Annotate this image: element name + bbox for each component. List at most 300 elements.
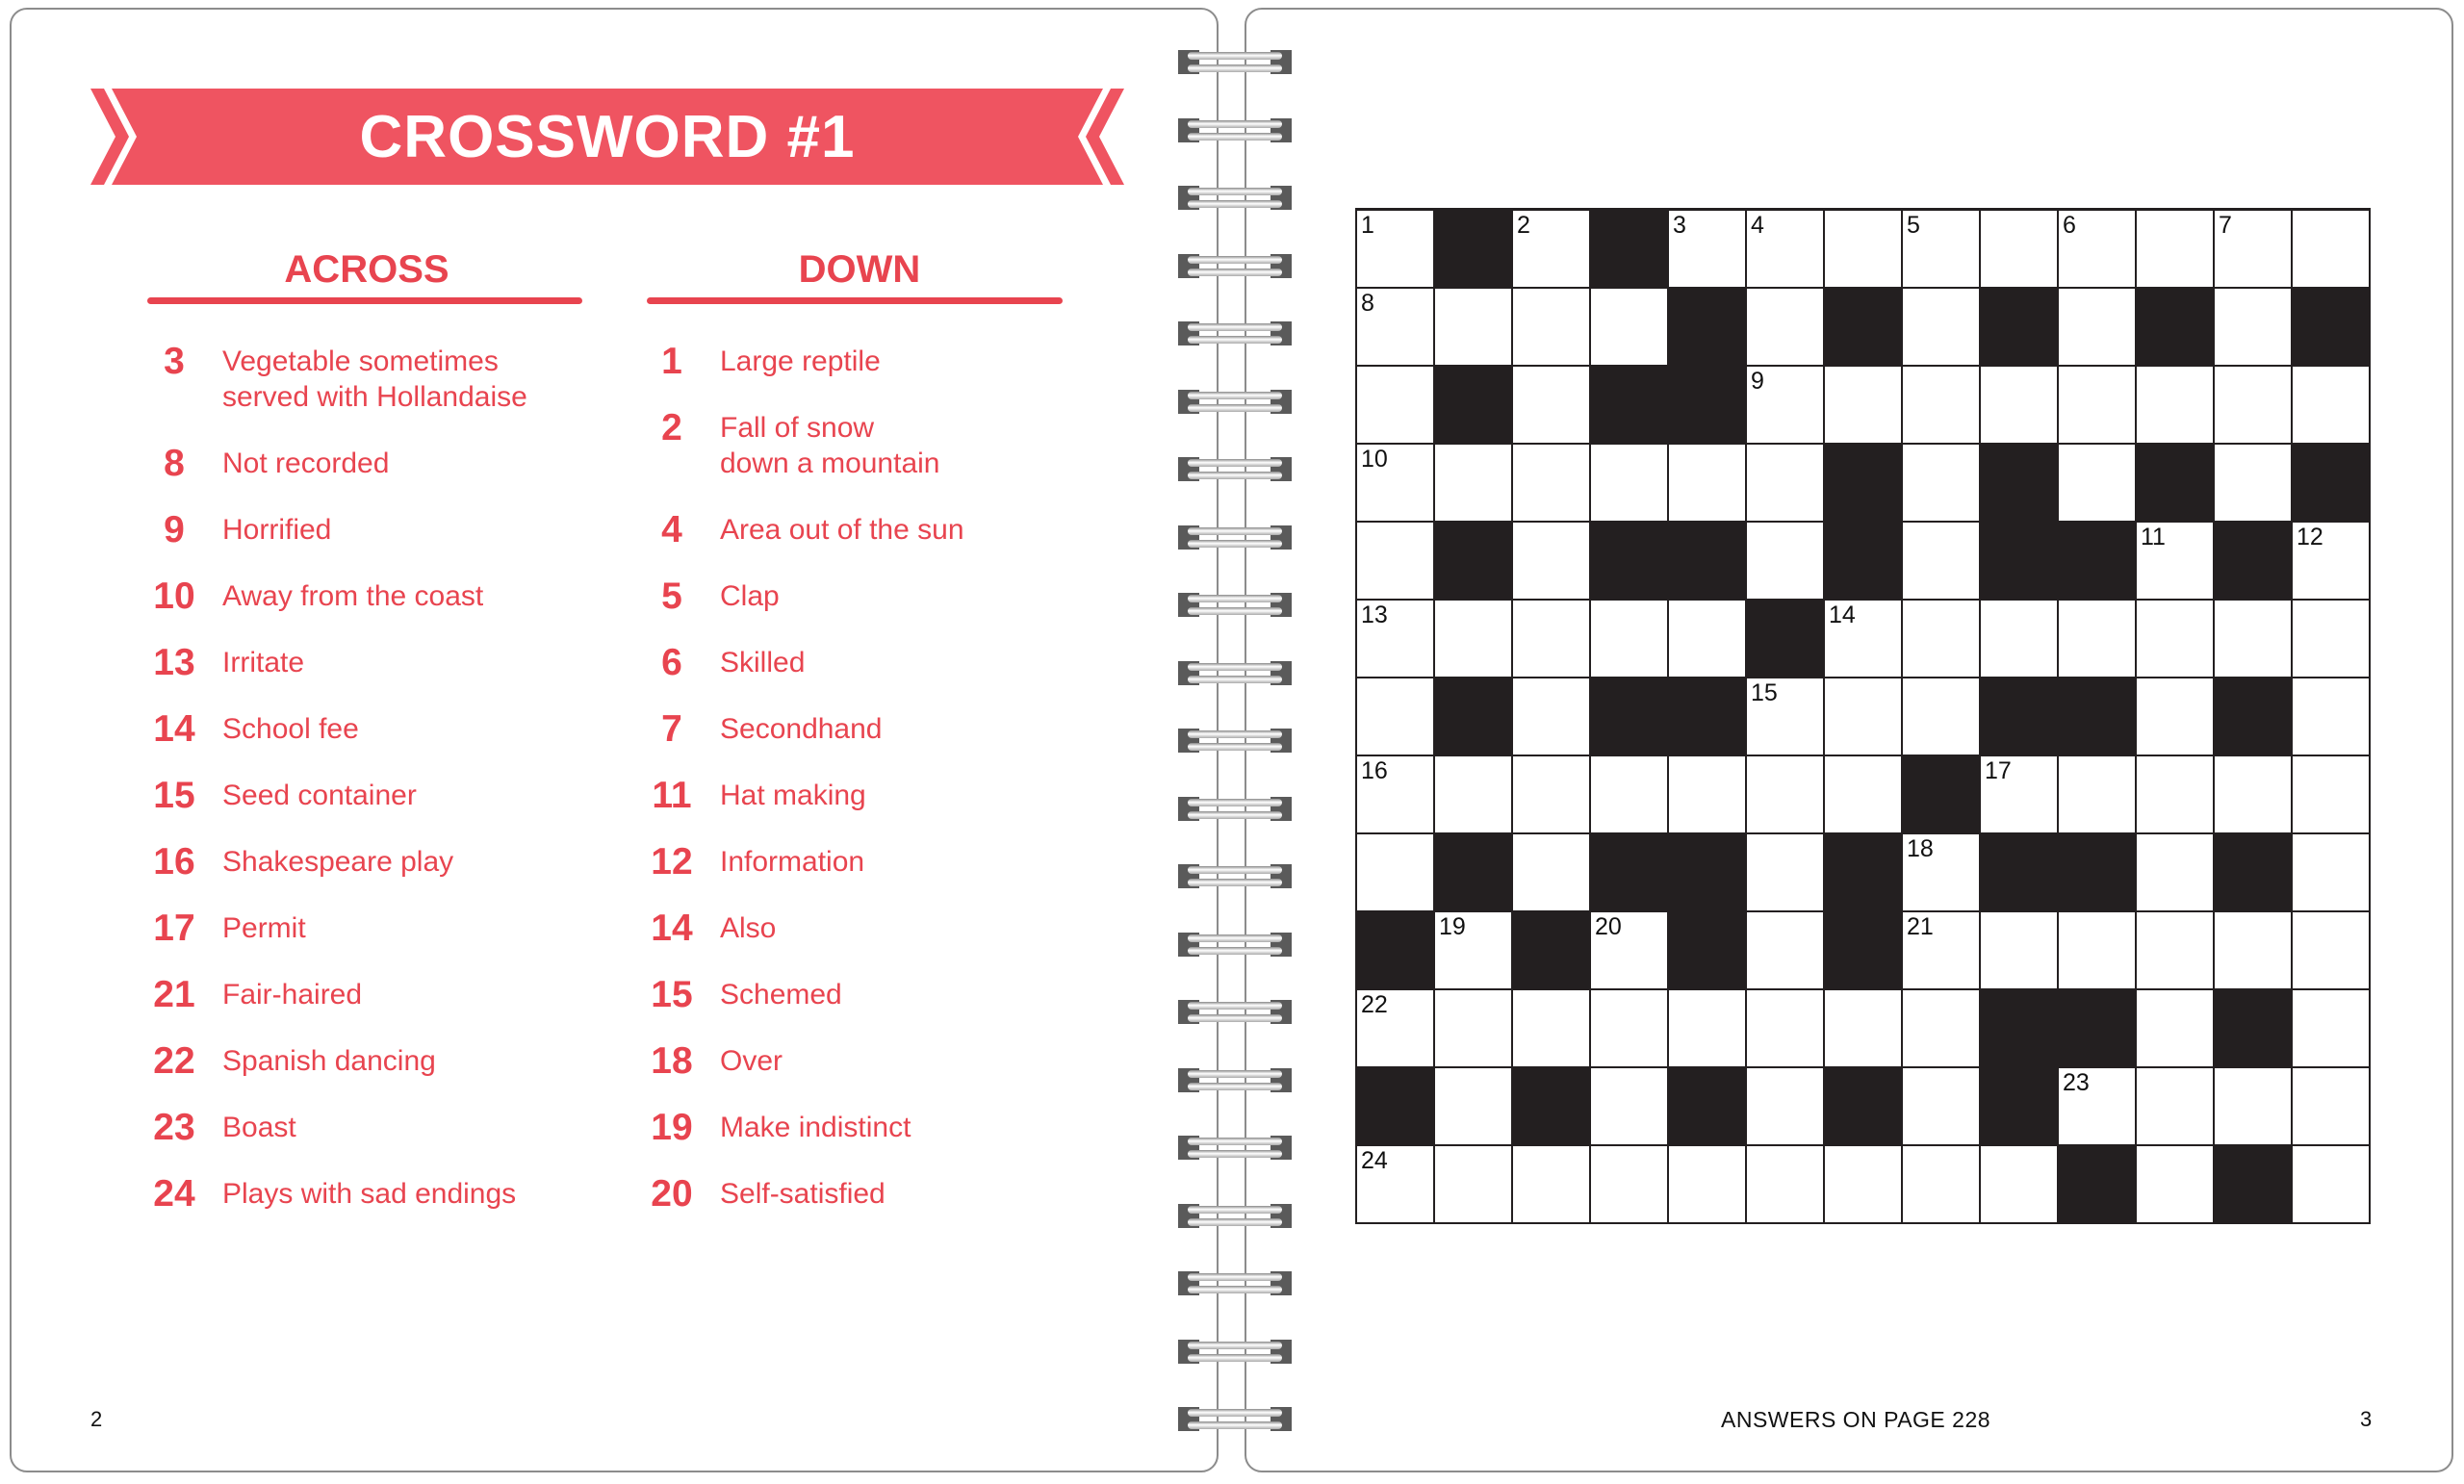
grid-cell[interactable] bbox=[1981, 1146, 2059, 1224]
clue-text: Irritate bbox=[222, 647, 305, 678]
grid-cell[interactable] bbox=[2059, 912, 2137, 990]
cell-number: 20 bbox=[1595, 913, 1622, 940]
grid-cell[interactable] bbox=[1903, 445, 1981, 523]
page-title: CROSSWORD #1 bbox=[359, 104, 856, 170]
grid-cell-black bbox=[1591, 834, 1669, 912]
clue-text: Fall of snow down a mountain bbox=[720, 412, 940, 479]
cell-number: 5 bbox=[1907, 212, 1920, 239]
ring-wire bbox=[1188, 1206, 1282, 1214]
ring-wire bbox=[1188, 607, 1282, 615]
grid-cell[interactable] bbox=[2293, 523, 2371, 601]
right-page-number: 3 bbox=[2360, 1407, 2373, 1431]
grid-cell[interactable] bbox=[1591, 1068, 1669, 1146]
ring-wire bbox=[1188, 1138, 1282, 1145]
grid-cell[interactable] bbox=[1435, 445, 1513, 523]
grid-cell-black bbox=[1591, 211, 1669, 289]
grid-cell[interactable] bbox=[1825, 211, 1903, 289]
grid-cell[interactable] bbox=[1825, 990, 1903, 1068]
down-heading: DOWN bbox=[798, 248, 921, 291]
grid-cell-black bbox=[1981, 1068, 2059, 1146]
left-page-number: 2 bbox=[90, 1407, 103, 1431]
grid-cell[interactable] bbox=[1435, 912, 1513, 990]
grid-cell[interactable] bbox=[1435, 1068, 1513, 1146]
down-clue bbox=[645, 509, 964, 550]
cell-number: 18 bbox=[1907, 835, 1934, 862]
grid-cell-black bbox=[1825, 1068, 1903, 1146]
cell-number: 23 bbox=[2063, 1069, 2090, 1096]
grid-cell-black bbox=[1435, 834, 1513, 912]
ring-wire bbox=[1188, 200, 1282, 208]
grid-cell[interactable] bbox=[2059, 211, 2137, 289]
grid-cell[interactable] bbox=[1825, 601, 1903, 678]
down-clue bbox=[645, 1107, 964, 1148]
cell-number: 1 bbox=[1361, 212, 1374, 239]
grid-cell[interactable] bbox=[2059, 756, 2137, 834]
clue-text: Plays with sad endings bbox=[222, 1178, 517, 1210]
grid-cell[interactable] bbox=[1981, 912, 2059, 990]
clue-text: Self-satisfied bbox=[720, 1178, 886, 1210]
clue-text: Vegetable sometimes served with Hollandaise bbox=[222, 345, 527, 413]
grid-cell[interactable] bbox=[2059, 601, 2137, 678]
grid-cell[interactable] bbox=[2137, 523, 2215, 601]
clue-number: 8 bbox=[164, 443, 185, 484]
across-clue bbox=[147, 708, 527, 750]
grid-cell[interactable] bbox=[1357, 367, 1435, 445]
spiral-ring bbox=[1178, 593, 1292, 617]
grid-cell-black bbox=[1669, 1068, 1747, 1146]
ring-wire bbox=[1188, 392, 1282, 399]
grid-cell[interactable] bbox=[1591, 756, 1669, 834]
grid-cell[interactable] bbox=[1513, 756, 1591, 834]
grid-cell[interactable] bbox=[2137, 367, 2215, 445]
grid-cell-black bbox=[2059, 834, 2137, 912]
grid-cell-black bbox=[1981, 990, 2059, 1068]
grid-cell[interactable] bbox=[2293, 1068, 2371, 1146]
grid-cell[interactable] bbox=[1747, 990, 1825, 1068]
across-clue bbox=[147, 908, 527, 949]
spiral-ring bbox=[1178, 1407, 1292, 1431]
cell-number: 9 bbox=[1751, 368, 1764, 395]
grid-cell-black bbox=[2137, 445, 2215, 523]
clue-text: Clap bbox=[720, 580, 780, 612]
grid-cell[interactable] bbox=[1747, 289, 1825, 367]
grid-cell-black bbox=[1669, 367, 1747, 445]
spiral-ring bbox=[1178, 1136, 1292, 1160]
grid-cell[interactable] bbox=[1747, 678, 1825, 756]
grid-cell[interactable] bbox=[2293, 601, 2371, 678]
grid-cell[interactable] bbox=[1669, 211, 1747, 289]
grid-cell[interactable] bbox=[1825, 678, 1903, 756]
grid-cell-black bbox=[2293, 445, 2371, 523]
grid-cell[interactable] bbox=[1903, 211, 1981, 289]
grid-cell[interactable] bbox=[2293, 834, 2371, 912]
clue-text: Fair-haired bbox=[222, 979, 363, 1011]
grid-cell[interactable] bbox=[2215, 912, 2293, 990]
clue-text: Shakespeare play bbox=[222, 846, 454, 878]
grid-cell-black bbox=[1981, 289, 2059, 367]
grid-cell[interactable] bbox=[1435, 601, 1513, 678]
cell-number: 24 bbox=[1361, 1147, 1388, 1174]
clue-number: 2 bbox=[661, 407, 682, 448]
ring-wire bbox=[1188, 1083, 1282, 1090]
grid-cell[interactable] bbox=[2137, 211, 2215, 289]
grid-cell[interactable] bbox=[2293, 990, 2371, 1068]
ring-wire bbox=[1188, 336, 1282, 344]
crossword-grid bbox=[1355, 208, 2371, 1224]
ring-wire bbox=[1188, 527, 1282, 535]
clue-text: Schemed bbox=[720, 979, 842, 1011]
grid-cell[interactable] bbox=[1903, 523, 1981, 601]
cell-number: 17 bbox=[1985, 757, 2012, 784]
grid-cell[interactable] bbox=[2215, 756, 2293, 834]
grid-cell[interactable] bbox=[1435, 756, 1513, 834]
ring-wire bbox=[1188, 1070, 1282, 1078]
grid-cell[interactable] bbox=[1669, 1146, 1747, 1224]
clue-number: 7 bbox=[661, 708, 682, 750]
grid-cell[interactable] bbox=[2137, 912, 2215, 990]
grid-cell[interactable] bbox=[1357, 601, 1435, 678]
ring-wire bbox=[1188, 1014, 1282, 1022]
across-heading: ACROSS bbox=[284, 248, 449, 291]
clue-text: School fee bbox=[222, 713, 359, 745]
down-clues bbox=[645, 341, 964, 1215]
grid-cell-black bbox=[1669, 289, 1747, 367]
grid-cell[interactable] bbox=[1903, 1146, 1981, 1224]
grid-cell[interactable] bbox=[2137, 678, 2215, 756]
grid-cell[interactable] bbox=[1903, 289, 1981, 367]
ring-wire bbox=[1188, 1002, 1282, 1010]
grid-cell[interactable] bbox=[1513, 990, 1591, 1068]
down-clue bbox=[645, 642, 964, 683]
ring-wire bbox=[1188, 934, 1282, 942]
grid-cell[interactable] bbox=[1513, 367, 1591, 445]
grid-cell-black bbox=[2215, 523, 2293, 601]
down-clue bbox=[645, 908, 964, 949]
ring-wire bbox=[1188, 540, 1282, 548]
grid-cell[interactable] bbox=[1357, 445, 1435, 523]
ring-wire bbox=[1188, 676, 1282, 683]
clue-number: 22 bbox=[153, 1040, 195, 1082]
grid-cell[interactable] bbox=[2059, 1068, 2137, 1146]
grid-cell[interactable] bbox=[1591, 912, 1669, 990]
grid-cell[interactable] bbox=[1513, 834, 1591, 912]
clue-number: 14 bbox=[153, 708, 195, 750]
grid-cell[interactable] bbox=[1669, 601, 1747, 678]
grid-cell-black bbox=[1669, 523, 1747, 601]
grid-cell-black bbox=[1981, 834, 2059, 912]
spiral-ring bbox=[1178, 390, 1292, 414]
grid-cell[interactable] bbox=[2059, 289, 2137, 367]
grid-cell[interactable] bbox=[1903, 912, 1981, 990]
clue-text: Information bbox=[720, 846, 865, 878]
across-clue bbox=[147, 1040, 527, 1082]
clue-text: Large reptile bbox=[720, 345, 881, 377]
grid-cell[interactable] bbox=[2059, 445, 2137, 523]
spiral-ring bbox=[1178, 1340, 1292, 1364]
grid-cell[interactable] bbox=[1669, 756, 1747, 834]
cell-number: 21 bbox=[1907, 913, 1934, 940]
clue-number: 11 bbox=[652, 775, 692, 816]
spiral-ring bbox=[1178, 864, 1292, 888]
grid-cell[interactable] bbox=[2215, 289, 2293, 367]
across-clue bbox=[147, 443, 527, 484]
grid-cell[interactable] bbox=[1357, 211, 1435, 289]
across-clue bbox=[147, 841, 527, 883]
across-clue bbox=[147, 576, 527, 617]
clue-text: Away from the coast bbox=[222, 580, 484, 612]
grid-cell[interactable] bbox=[1435, 289, 1513, 367]
grid-cell[interactable] bbox=[2137, 834, 2215, 912]
grid-cell[interactable] bbox=[1825, 367, 1903, 445]
spiral-ring bbox=[1178, 186, 1292, 210]
down-clue bbox=[645, 576, 964, 617]
grid-cell-black bbox=[1435, 678, 1513, 756]
grid-cell[interactable] bbox=[1357, 289, 1435, 367]
grid-cell[interactable] bbox=[1591, 990, 1669, 1068]
grid-cell[interactable] bbox=[1513, 211, 1591, 289]
grid-cell[interactable] bbox=[1357, 678, 1435, 756]
grid-cell-black bbox=[1981, 523, 2059, 601]
clue-number: 14 bbox=[651, 908, 693, 949]
ring-wire bbox=[1188, 52, 1282, 60]
cell-number: 19 bbox=[1439, 913, 1466, 940]
grid-cell-black bbox=[1981, 445, 2059, 523]
grid-cell[interactable] bbox=[1981, 756, 2059, 834]
grid-cell[interactable] bbox=[2293, 367, 2371, 445]
cell-number: 12 bbox=[2297, 524, 2323, 550]
clue-text: Permit bbox=[222, 912, 306, 944]
cell-number: 22 bbox=[1361, 991, 1388, 1018]
ring-wire bbox=[1188, 256, 1282, 264]
grid-cell[interactable] bbox=[1903, 834, 1981, 912]
cell-number: 11 bbox=[2141, 524, 2166, 550]
cell-number: 14 bbox=[1829, 601, 1856, 628]
clue-text: Make indistinct bbox=[720, 1112, 911, 1143]
across-clues bbox=[147, 341, 527, 1215]
ring-wire bbox=[1188, 64, 1282, 72]
grid-cell[interactable] bbox=[1747, 912, 1825, 990]
grid-cell-black bbox=[1825, 912, 1903, 990]
ring-wire bbox=[1188, 595, 1282, 602]
grid-cell-black bbox=[1357, 912, 1435, 990]
grid-cell[interactable] bbox=[1981, 601, 2059, 678]
grid-cell[interactable] bbox=[2215, 211, 2293, 289]
grid-cell[interactable] bbox=[1435, 1146, 1513, 1224]
clue-text: Spanish dancing bbox=[222, 1045, 436, 1077]
spiral-ring bbox=[1178, 1271, 1292, 1295]
grid-cell[interactable] bbox=[1513, 289, 1591, 367]
spiral-ring bbox=[1178, 1068, 1292, 1092]
grid-cell[interactable] bbox=[1747, 834, 1825, 912]
grid-cell[interactable] bbox=[1357, 523, 1435, 601]
grid-cell[interactable] bbox=[2137, 990, 2215, 1068]
grid-cell[interactable] bbox=[1747, 1068, 1825, 1146]
clue-number: 23 bbox=[153, 1107, 195, 1148]
grid-cell-black bbox=[1669, 912, 1747, 990]
clue-text: Horrified bbox=[222, 514, 332, 546]
ring-wire bbox=[1188, 1218, 1282, 1226]
grid-cell[interactable] bbox=[1513, 1146, 1591, 1224]
clue-text: Not recorded bbox=[222, 448, 390, 479]
grid-cell[interactable] bbox=[1591, 445, 1669, 523]
ring-wire bbox=[1188, 1150, 1282, 1158]
grid-cell[interactable] bbox=[1513, 523, 1591, 601]
cell-number: 8 bbox=[1361, 290, 1374, 317]
grid-cell[interactable] bbox=[1357, 756, 1435, 834]
title-banner bbox=[90, 89, 1124, 185]
clue-number: 1 bbox=[661, 341, 682, 382]
grid-cell-black bbox=[2059, 678, 2137, 756]
clue-text: Seed container bbox=[222, 780, 417, 811]
ring-wire bbox=[1188, 459, 1282, 467]
across-clue bbox=[147, 974, 527, 1015]
grid-cell[interactable] bbox=[2137, 1146, 2215, 1224]
grid-cell[interactable] bbox=[1591, 1146, 1669, 1224]
clue-number: 4 bbox=[661, 509, 682, 550]
down-clue bbox=[645, 841, 964, 883]
grid-cell[interactable] bbox=[2293, 1146, 2371, 1224]
across-clue bbox=[147, 642, 527, 683]
ring-wire bbox=[1188, 1354, 1282, 1362]
grid-cell-black bbox=[1513, 1068, 1591, 1146]
down-underline bbox=[647, 297, 1063, 304]
grid-cell[interactable] bbox=[1747, 756, 1825, 834]
ring-wire bbox=[1188, 472, 1282, 479]
grid-cell[interactable] bbox=[2215, 1068, 2293, 1146]
clue-number: 16 bbox=[153, 841, 195, 883]
ring-wire bbox=[1188, 799, 1282, 806]
grid-cell[interactable] bbox=[1981, 211, 2059, 289]
grid-cell-black bbox=[2059, 1146, 2137, 1224]
grid-cell[interactable] bbox=[1357, 834, 1435, 912]
ring-wire bbox=[1188, 1421, 1282, 1429]
clue-text: Area out of the sun bbox=[720, 514, 964, 546]
grid-cell[interactable] bbox=[1591, 601, 1669, 678]
grid-cell-black bbox=[1903, 756, 1981, 834]
cell-number: 3 bbox=[1673, 212, 1686, 239]
grid-cell[interactable] bbox=[2137, 1068, 2215, 1146]
grid-cell[interactable] bbox=[2293, 211, 2371, 289]
grid-cell[interactable] bbox=[1669, 990, 1747, 1068]
clue-number: 21 bbox=[153, 974, 195, 1015]
down-clue bbox=[645, 1173, 964, 1215]
grid-cell[interactable] bbox=[1747, 367, 1825, 445]
grid-cell-black bbox=[2137, 289, 2215, 367]
grid-cell[interactable] bbox=[1591, 289, 1669, 367]
grid-cell[interactable] bbox=[2293, 678, 2371, 756]
ring-wire bbox=[1188, 1273, 1282, 1281]
spiral-ring bbox=[1178, 321, 1292, 345]
clue-number: 15 bbox=[153, 775, 195, 816]
ring-wire bbox=[1188, 663, 1282, 671]
grid-cell[interactable] bbox=[2215, 601, 2293, 678]
grid-cell[interactable] bbox=[1435, 990, 1513, 1068]
grid-cell-black bbox=[1747, 601, 1825, 678]
grid-cell[interactable] bbox=[2137, 756, 2215, 834]
clue-number: 17 bbox=[153, 908, 195, 949]
grid-cell[interactable] bbox=[2215, 445, 2293, 523]
grid-cell-black bbox=[1669, 834, 1747, 912]
grid-cell[interactable] bbox=[2137, 601, 2215, 678]
grid-cell[interactable] bbox=[1513, 601, 1591, 678]
grid-cell[interactable] bbox=[1669, 445, 1747, 523]
spiral-ring bbox=[1178, 797, 1292, 821]
grid-cell[interactable] bbox=[2293, 756, 2371, 834]
grid-cell[interactable] bbox=[1513, 678, 1591, 756]
grid-cell-black bbox=[2215, 834, 2293, 912]
grid-cell[interactable] bbox=[1747, 445, 1825, 523]
ring-wire bbox=[1188, 1409, 1282, 1417]
cell-number: 13 bbox=[1361, 601, 1388, 628]
grid-cell[interactable] bbox=[2293, 912, 2371, 990]
grid-cell-black bbox=[1825, 445, 1903, 523]
clue-number: 15 bbox=[651, 974, 693, 1015]
clue-text: Skilled bbox=[720, 647, 806, 678]
grid-cell-black bbox=[2059, 523, 2137, 601]
spiral-ring bbox=[1178, 118, 1292, 142]
clue-number: 3 bbox=[164, 341, 185, 382]
grid-cell[interactable] bbox=[1513, 445, 1591, 523]
grid-cell[interactable] bbox=[1747, 1146, 1825, 1224]
grid-cell[interactable] bbox=[1903, 678, 1981, 756]
grid-cell-black bbox=[2215, 990, 2293, 1068]
ring-wire bbox=[1188, 743, 1282, 751]
clue-number: 12 bbox=[651, 841, 693, 883]
grid-cell[interactable] bbox=[1903, 1068, 1981, 1146]
grid-cell[interactable] bbox=[2059, 367, 2137, 445]
ring-wire bbox=[1188, 866, 1282, 874]
grid-cell-black bbox=[1435, 211, 1513, 289]
grid-cell[interactable] bbox=[1825, 1146, 1903, 1224]
grid-cell-black bbox=[1591, 367, 1669, 445]
spiral-ring bbox=[1178, 1000, 1292, 1024]
grid-cell[interactable] bbox=[1357, 1146, 1435, 1224]
down-clue bbox=[645, 708, 964, 750]
grid-cell-black bbox=[2059, 990, 2137, 1068]
grid-cell-black bbox=[1825, 834, 1903, 912]
answers-note: ANSWERS ON PAGE 228 bbox=[1721, 1407, 1991, 1432]
grid-cell[interactable] bbox=[1903, 601, 1981, 678]
ring-wire bbox=[1188, 269, 1282, 276]
grid-cell[interactable] bbox=[2215, 367, 2293, 445]
grid-cell[interactable] bbox=[1903, 367, 1981, 445]
cell-number: 2 bbox=[1517, 212, 1530, 239]
grid-cell[interactable] bbox=[1903, 990, 1981, 1068]
grid-cell[interactable] bbox=[1357, 990, 1435, 1068]
down-clue bbox=[645, 775, 964, 816]
spiral-ring bbox=[1178, 661, 1292, 685]
grid-cell-black bbox=[1669, 678, 1747, 756]
clue-number: 20 bbox=[651, 1173, 693, 1215]
cell-number: 16 bbox=[1361, 757, 1388, 784]
across-underline bbox=[147, 297, 582, 304]
ring-wire bbox=[1188, 730, 1282, 738]
spiral-ring bbox=[1178, 254, 1292, 278]
across-clue bbox=[147, 1173, 527, 1215]
grid-cell[interactable] bbox=[1825, 756, 1903, 834]
grid-cell[interactable] bbox=[1981, 367, 2059, 445]
grid-cell-black bbox=[1357, 1068, 1435, 1146]
grid-cell-black bbox=[1591, 523, 1669, 601]
down-clue bbox=[645, 341, 964, 382]
spiral-ring bbox=[1178, 50, 1292, 74]
ring-wire bbox=[1188, 188, 1282, 195]
grid-cell[interactable] bbox=[1747, 211, 1825, 289]
clue-text: Also bbox=[720, 912, 777, 944]
grid-cell[interactable] bbox=[1747, 523, 1825, 601]
clue-number: 13 bbox=[153, 642, 195, 683]
spiral-ring bbox=[1178, 525, 1292, 550]
